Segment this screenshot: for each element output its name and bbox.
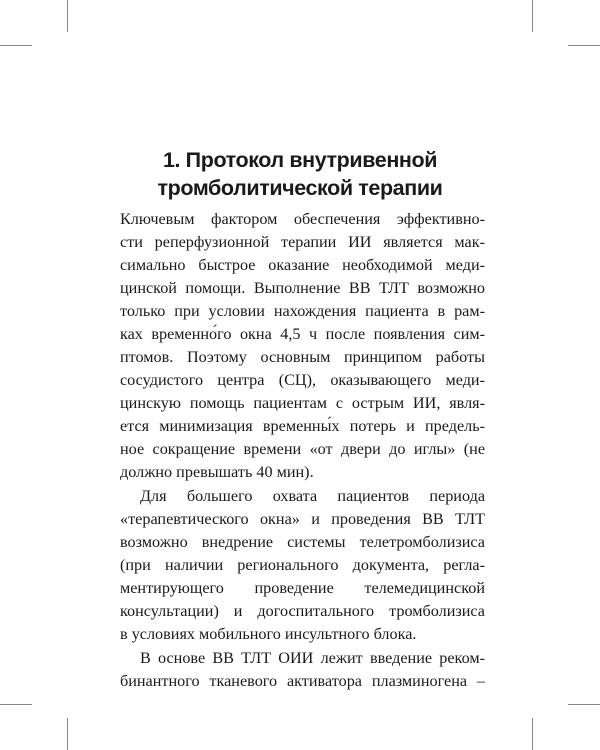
text-line: птомов. Поэтому основным принципом работы [120,348,485,366]
section-heading-line-1: 1. Протокол внутривенной [162,148,438,172]
text-line: только при условии нахождения пациента в рам- [120,302,485,320]
text-line: в условиях мобильного инсультного блока. [120,625,417,643]
crop-mark-left-bottom [0,704,32,705]
body-text [120,208,485,693]
text-line: симально быстрое оказание необходимой меди- [120,256,485,274]
text-line: ется минимизация временны́х потерь и предель- [120,417,485,435]
text-line: сти реперфузионной терапии ИИ является мак- [120,233,485,251]
crop-mark-right-bottom [568,704,600,705]
crop-mark-bottom-right [532,718,533,750]
text-line: консультации) и догоспитального тромболизиса [120,602,485,620]
text-line: цинскую помощь пациентам с острым ИИ, явля- [120,394,485,412]
text-line: ментирующего проведение телемедицинской [120,579,485,597]
crop-mark-top-right [532,0,533,32]
section-heading-line-2: тромболитической терапии [157,176,443,200]
crop-mark-left-top [0,45,32,46]
text-line: сосудистого центра (СЦ), оказывающего меди- [120,371,485,389]
crop-mark-right-top [568,45,600,46]
text-line: Ключевым фактором обеспечения эффективно- [120,210,485,228]
text-line: должно превышать 40 мин). [120,463,314,481]
crop-mark-top-left [67,0,68,32]
text-line: ках временно́го окна 4,5 ч после появления сим- [120,325,485,343]
text-line: «терапевтического окна» и проведения ВВ ТЛТ [120,510,485,528]
section-heading [110,146,490,202]
text-line: В основе ВВ ТЛТ ОИИ лежит введение реком- [140,649,485,667]
text-line: Для большего охвата пациентов периода [140,487,485,505]
paragraph-1 [120,208,485,484]
paragraph-3 [120,647,485,693]
text-line: цинской помощи. Выполнение ВВ ТЛТ возможно [120,279,485,297]
crop-mark-bottom-left [67,718,68,750]
text-line: ное сокращение времени «от двери до иглы» (не [120,440,485,458]
paragraph-2 [120,485,485,646]
text-line: возможно внедрение системы телетромболизиса [120,533,485,551]
text-line: (при наличии регионального документа, регла- [120,556,485,574]
text-line: бинантного тканевого активатора плазминогена – [120,672,485,690]
